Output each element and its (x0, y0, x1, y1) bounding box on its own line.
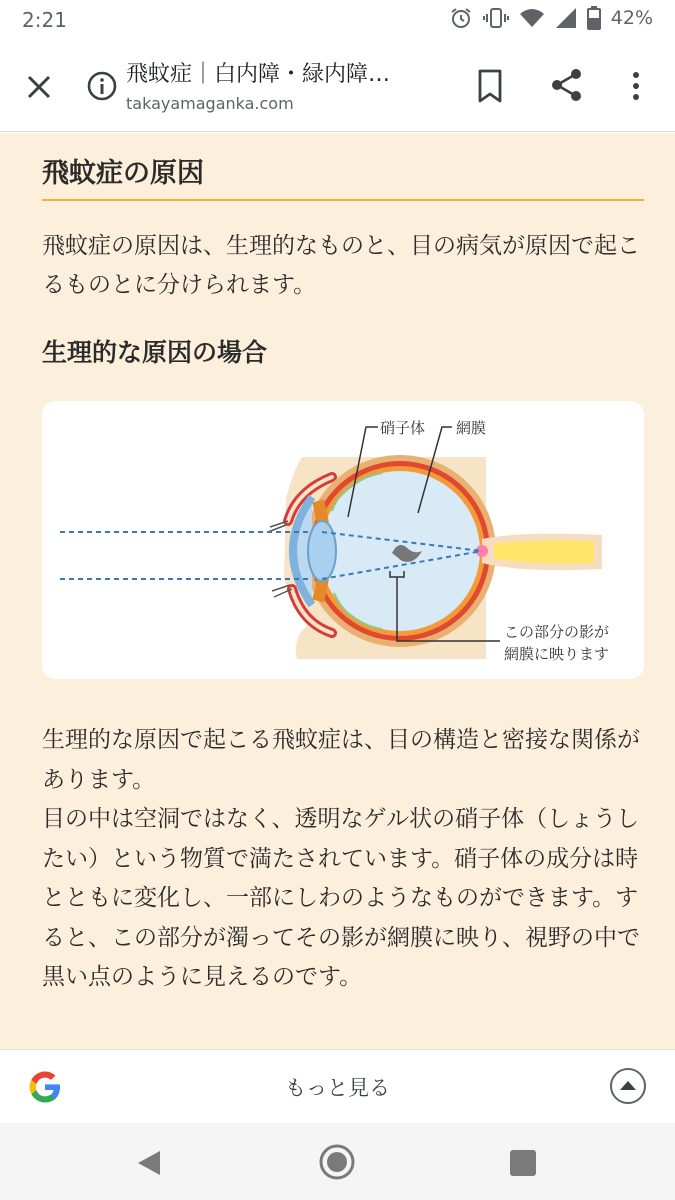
status-icons (449, 6, 653, 30)
share-icon[interactable] (548, 66, 586, 104)
page-url[interactable]: takayamaganka.com (126, 94, 294, 113)
back-icon[interactable] (136, 1149, 162, 1177)
label-shadow-line2: 網膜に映ります (504, 645, 610, 663)
body-paragraph: 生理的な原因で起こる飛蚊症は、目の構造と密接な関係があります。 目の中は空洞ではなく、透明なゲル状の硝子体（しょうしたい）という物質で満たされています。硝子体の成分は時とともに変化し、一部にしわのようなものができます。すると、この部分が濁ってその影が網膜に映り、視野の中で黒い点のように見えるのです。 (42, 727, 640, 990)
battery-percent: 42% (610, 7, 653, 29)
system-nav-bar (0, 1123, 675, 1200)
recent-apps-icon[interactable] (510, 1150, 536, 1176)
section-heading: 飛蚊症の原因 (42, 158, 204, 189)
wifi-icon (519, 7, 545, 29)
signal-icon (555, 7, 577, 29)
sub-heading: 生理的な原因の場合 (42, 338, 268, 367)
label-vitreous: 硝子体 (380, 419, 426, 437)
alarm-icon (449, 6, 473, 30)
heading-underline (42, 199, 644, 201)
close-icon[interactable] (22, 70, 56, 104)
status-time: 2:21 (22, 8, 67, 32)
page-title[interactable]: 飛蚊症｜白内障・緑内障… (126, 62, 391, 87)
more-label[interactable]: もっと見る (285, 1076, 390, 1100)
google-more-bar[interactable] (0, 1049, 675, 1123)
more-vert-icon[interactable] (626, 68, 646, 104)
browser-toolbar (0, 40, 675, 132)
status-bar (0, 0, 675, 40)
label-retina: 網膜 (456, 419, 487, 437)
label-shadow-line1: この部分の影が (504, 623, 610, 641)
info-icon[interactable] (86, 70, 118, 102)
battery-icon (587, 6, 601, 30)
home-icon[interactable] (318, 1143, 356, 1181)
bookmark-icon[interactable] (474, 68, 506, 104)
vibrate-icon (483, 6, 509, 30)
expand-up-icon[interactable] (610, 1068, 646, 1104)
eye-diagram-figure (42, 401, 644, 679)
intro-paragraph: 飛蚊症の原因は、生理的なものと、目の病気が原因で起こるものとに分けられます。 (42, 233, 640, 298)
article-content (0, 133, 675, 1049)
